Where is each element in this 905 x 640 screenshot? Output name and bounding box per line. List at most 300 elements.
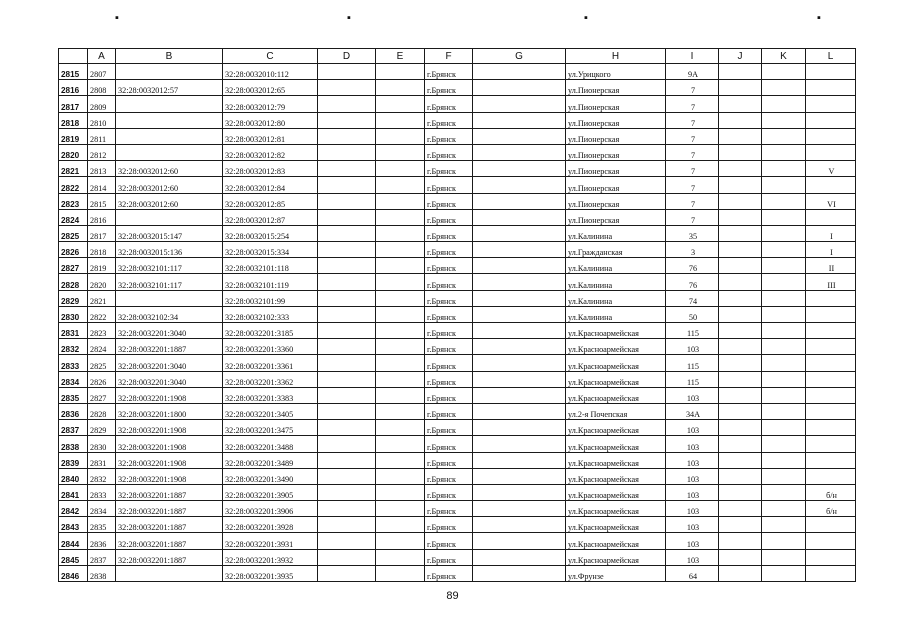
cell-j[interactable]	[719, 193, 762, 209]
cell-a[interactable]: 2822	[88, 306, 116, 322]
cell-b[interactable]: 32:28:0032201:1908	[116, 420, 223, 436]
cell-c[interactable]: 32:28:0032201:3405	[223, 403, 318, 419]
cell-h[interactable]: ул.Красноармейская	[566, 339, 666, 355]
cell-j[interactable]	[719, 144, 762, 160]
cell-c[interactable]: 32:28:0032201:3490	[223, 468, 318, 484]
cell-c[interactable]: 32:28:0032201:3906	[223, 501, 318, 517]
cell-e[interactable]	[376, 517, 425, 533]
cell-g[interactable]	[473, 533, 566, 549]
cell-e[interactable]	[376, 533, 425, 549]
cell-l[interactable]: III	[806, 274, 856, 290]
cell-b[interactable]: 32:28:0032012:57	[116, 80, 223, 96]
cell-b[interactable]: 32:28:0032201:3040	[116, 355, 223, 371]
cell-f[interactable]: г.Брянск	[425, 533, 473, 549]
cell-j[interactable]	[719, 290, 762, 306]
row-number[interactable]: 2826	[59, 242, 88, 258]
cell-h[interactable]: ул.Пионерская	[566, 112, 666, 128]
cell-g[interactable]	[473, 242, 566, 258]
cell-c[interactable]: 32:28:0032101:119	[223, 274, 318, 290]
cell-i[interactable]: 64	[666, 565, 719, 581]
cell-d[interactable]	[318, 387, 376, 403]
cell-d[interactable]	[318, 64, 376, 80]
cell-g[interactable]	[473, 403, 566, 419]
cell-e[interactable]	[376, 468, 425, 484]
cell-h[interactable]: ул.Красноармейская	[566, 323, 666, 339]
cell-l[interactable]: I	[806, 242, 856, 258]
cell-c[interactable]: 32:28:0032012:87	[223, 209, 318, 225]
cell-d[interactable]	[318, 323, 376, 339]
cell-l[interactable]	[806, 452, 856, 468]
cell-k[interactable]	[762, 323, 806, 339]
cell-f[interactable]: г.Брянск	[425, 420, 473, 436]
cell-d[interactable]	[318, 452, 376, 468]
column-header-f[interactable]: F	[425, 49, 473, 64]
cell-a[interactable]: 2835	[88, 517, 116, 533]
row-number[interactable]: 2830	[59, 306, 88, 322]
column-header-j[interactable]: J	[719, 49, 762, 64]
cell-g[interactable]	[473, 306, 566, 322]
cell-g[interactable]	[473, 339, 566, 355]
cell-k[interactable]	[762, 242, 806, 258]
cell-e[interactable]	[376, 565, 425, 581]
cell-i[interactable]: 115	[666, 355, 719, 371]
row-number[interactable]: 2822	[59, 177, 88, 193]
cell-b[interactable]	[116, 565, 223, 581]
cell-g[interactable]	[473, 420, 566, 436]
cell-k[interactable]	[762, 209, 806, 225]
cell-i[interactable]: 103	[666, 533, 719, 549]
cell-j[interactable]	[719, 403, 762, 419]
cell-d[interactable]	[318, 355, 376, 371]
row-number[interactable]: 2820	[59, 144, 88, 160]
cell-g[interactable]	[473, 209, 566, 225]
cell-i[interactable]: 7	[666, 96, 719, 112]
cell-b[interactable]	[116, 144, 223, 160]
cell-e[interactable]	[376, 193, 425, 209]
cell-k[interactable]	[762, 161, 806, 177]
cell-i[interactable]: 3	[666, 242, 719, 258]
cell-i[interactable]: 103	[666, 501, 719, 517]
cell-f[interactable]: г.Брянск	[425, 80, 473, 96]
cell-d[interactable]	[318, 290, 376, 306]
column-header-l[interactable]: L	[806, 49, 856, 64]
cell-h[interactable]: ул.Красноармейская	[566, 452, 666, 468]
cell-j[interactable]	[719, 339, 762, 355]
cell-f[interactable]: г.Брянск	[425, 323, 473, 339]
cell-g[interactable]	[473, 193, 566, 209]
cell-c[interactable]: 32:28:0032012:85	[223, 193, 318, 209]
cell-c[interactable]: 32:28:0032012:81	[223, 128, 318, 144]
cell-k[interactable]	[762, 517, 806, 533]
cell-i[interactable]: 103	[666, 517, 719, 533]
cell-f[interactable]: г.Брянск	[425, 355, 473, 371]
cell-c[interactable]: 32:28:0032015:334	[223, 242, 318, 258]
cell-j[interactable]	[719, 501, 762, 517]
cell-k[interactable]	[762, 112, 806, 128]
cell-h[interactable]: ул.Пионерская	[566, 161, 666, 177]
cell-b[interactable]: 32:28:0032015:147	[116, 225, 223, 241]
column-header-i[interactable]: I	[666, 49, 719, 64]
cell-j[interactable]	[719, 387, 762, 403]
cell-e[interactable]	[376, 274, 425, 290]
cell-e[interactable]	[376, 549, 425, 565]
cell-g[interactable]	[473, 128, 566, 144]
cell-j[interactable]	[719, 371, 762, 387]
cell-f[interactable]: г.Брянск	[425, 452, 473, 468]
cell-k[interactable]	[762, 274, 806, 290]
cell-j[interactable]	[719, 517, 762, 533]
cell-h[interactable]: ул.Пионерская	[566, 128, 666, 144]
cell-l[interactable]	[806, 436, 856, 452]
cell-g[interactable]	[473, 80, 566, 96]
cell-i[interactable]: 50	[666, 306, 719, 322]
cell-a[interactable]: 2809	[88, 96, 116, 112]
column-header-b[interactable]: B	[116, 49, 223, 64]
cell-i[interactable]: 7	[666, 177, 719, 193]
cell-f[interactable]: г.Брянск	[425, 225, 473, 241]
row-number[interactable]: 2823	[59, 193, 88, 209]
cell-c[interactable]: 32:28:0032015:254	[223, 225, 318, 241]
cell-d[interactable]	[318, 258, 376, 274]
cell-l[interactable]	[806, 549, 856, 565]
cell-j[interactable]	[719, 355, 762, 371]
cell-c[interactable]: 32:28:0032012:80	[223, 112, 318, 128]
cell-e[interactable]	[376, 452, 425, 468]
cell-j[interactable]	[719, 323, 762, 339]
cell-h[interactable]: ул.Урицкого	[566, 64, 666, 80]
cell-i[interactable]: 7	[666, 144, 719, 160]
cell-e[interactable]	[376, 323, 425, 339]
cell-i[interactable]: 34А	[666, 403, 719, 419]
cell-j[interactable]	[719, 274, 762, 290]
cell-h[interactable]: ул.Калинина	[566, 258, 666, 274]
cell-b[interactable]: 32:28:0032201:1887	[116, 501, 223, 517]
cell-f[interactable]: г.Брянск	[425, 96, 473, 112]
cell-f[interactable]: г.Брянск	[425, 484, 473, 500]
cell-d[interactable]	[318, 339, 376, 355]
cell-l[interactable]	[806, 306, 856, 322]
cell-d[interactable]	[318, 112, 376, 128]
cell-c[interactable]: 32:28:0032012:79	[223, 96, 318, 112]
cell-b[interactable]: 32:28:0032201:1908	[116, 436, 223, 452]
cell-b[interactable]	[116, 112, 223, 128]
cell-h[interactable]: ул.Красноармейская	[566, 420, 666, 436]
cell-g[interactable]	[473, 387, 566, 403]
cell-e[interactable]	[376, 371, 425, 387]
cell-h[interactable]: ул.Пионерская	[566, 177, 666, 193]
cell-i[interactable]: 76	[666, 274, 719, 290]
cell-c[interactable]: 32:28:0032201:3489	[223, 452, 318, 468]
column-header-d[interactable]: D	[318, 49, 376, 64]
row-number[interactable]: 2843	[59, 517, 88, 533]
cell-k[interactable]	[762, 64, 806, 80]
row-number[interactable]: 2839	[59, 452, 88, 468]
cell-h[interactable]: ул.Пионерская	[566, 96, 666, 112]
cell-f[interactable]: г.Брянск	[425, 306, 473, 322]
cell-b[interactable]: 32:28:0032201:1800	[116, 403, 223, 419]
cell-f[interactable]: г.Брянск	[425, 64, 473, 80]
cell-c[interactable]: 32:28:0032201:3360	[223, 339, 318, 355]
cell-d[interactable]	[318, 177, 376, 193]
cell-e[interactable]	[376, 96, 425, 112]
cell-h[interactable]: ул.Гражданская	[566, 242, 666, 258]
cell-k[interactable]	[762, 387, 806, 403]
cell-d[interactable]	[318, 144, 376, 160]
cell-g[interactable]	[473, 144, 566, 160]
cell-e[interactable]	[376, 161, 425, 177]
cell-c[interactable]: 32:28:0032012:82	[223, 144, 318, 160]
cell-l[interactable]	[806, 517, 856, 533]
cell-d[interactable]	[318, 96, 376, 112]
cell-e[interactable]	[376, 420, 425, 436]
cell-f[interactable]: г.Брянск	[425, 209, 473, 225]
cell-j[interactable]	[719, 533, 762, 549]
cell-c[interactable]: 32:28:0032201:3488	[223, 436, 318, 452]
cell-j[interactable]	[719, 225, 762, 241]
cell-i[interactable]: 103	[666, 420, 719, 436]
cell-h[interactable]: ул.Пионерская	[566, 193, 666, 209]
cell-k[interactable]	[762, 96, 806, 112]
cell-h[interactable]: ул.Красноармейская	[566, 387, 666, 403]
row-number[interactable]: 2832	[59, 339, 88, 355]
cell-d[interactable]	[318, 501, 376, 517]
cell-c[interactable]: 32:28:0032201:3932	[223, 549, 318, 565]
cell-b[interactable]	[116, 290, 223, 306]
cell-l[interactable]	[806, 355, 856, 371]
cell-f[interactable]: г.Брянск	[425, 436, 473, 452]
cell-b[interactable]	[116, 128, 223, 144]
cell-d[interactable]	[318, 565, 376, 581]
cell-k[interactable]	[762, 193, 806, 209]
cell-k[interactable]	[762, 436, 806, 452]
cell-c[interactable]: 32:28:0032201:3185	[223, 323, 318, 339]
cell-b[interactable]: 32:28:0032201:1887	[116, 339, 223, 355]
cell-g[interactable]	[473, 468, 566, 484]
cell-i[interactable]: 103	[666, 468, 719, 484]
cell-i[interactable]: 103	[666, 436, 719, 452]
row-number[interactable]: 2837	[59, 420, 88, 436]
row-number[interactable]: 2842	[59, 501, 88, 517]
cell-g[interactable]	[473, 484, 566, 500]
cell-d[interactable]	[318, 517, 376, 533]
cell-d[interactable]	[318, 420, 376, 436]
cell-b[interactable]: 32:28:0032201:1887	[116, 533, 223, 549]
cell-f[interactable]: г.Брянск	[425, 517, 473, 533]
column-header-e[interactable]: E	[376, 49, 425, 64]
cell-i[interactable]: 7	[666, 193, 719, 209]
cell-b[interactable]: 32:28:0032015:136	[116, 242, 223, 258]
cell-f[interactable]: г.Брянск	[425, 258, 473, 274]
cell-l[interactable]	[806, 80, 856, 96]
cell-a[interactable]: 2807	[88, 64, 116, 80]
cell-j[interactable]	[719, 128, 762, 144]
cell-b[interactable]: 32:28:0032012:60	[116, 193, 223, 209]
cell-j[interactable]	[719, 161, 762, 177]
cell-k[interactable]	[762, 501, 806, 517]
cell-i[interactable]: 103	[666, 549, 719, 565]
cell-a[interactable]: 2833	[88, 484, 116, 500]
cell-i[interactable]: 103	[666, 452, 719, 468]
cell-l[interactable]	[806, 339, 856, 355]
cell-g[interactable]	[473, 177, 566, 193]
row-number[interactable]: 2817	[59, 96, 88, 112]
row-number[interactable]: 2827	[59, 258, 88, 274]
cell-i[interactable]: 35	[666, 225, 719, 241]
cell-j[interactable]	[719, 112, 762, 128]
cell-l[interactable]	[806, 565, 856, 581]
row-number[interactable]: 2838	[59, 436, 88, 452]
cell-e[interactable]	[376, 290, 425, 306]
cell-a[interactable]: 2821	[88, 290, 116, 306]
cell-j[interactable]	[719, 258, 762, 274]
cell-g[interactable]	[473, 96, 566, 112]
cell-f[interactable]: г.Брянск	[425, 193, 473, 209]
cell-g[interactable]	[473, 64, 566, 80]
cell-e[interactable]	[376, 403, 425, 419]
cell-e[interactable]	[376, 258, 425, 274]
cell-i[interactable]: 76	[666, 258, 719, 274]
cell-a[interactable]: 2816	[88, 209, 116, 225]
cell-h[interactable]: ул.Калинина	[566, 306, 666, 322]
cell-j[interactable]	[719, 242, 762, 258]
cell-a[interactable]: 2828	[88, 403, 116, 419]
cell-l[interactable]: II	[806, 258, 856, 274]
row-number[interactable]: 2825	[59, 225, 88, 241]
row-number[interactable]: 2829	[59, 290, 88, 306]
cell-l[interactable]	[806, 387, 856, 403]
cell-a[interactable]: 2815	[88, 193, 116, 209]
cell-l[interactable]	[806, 420, 856, 436]
cell-a[interactable]: 2837	[88, 549, 116, 565]
cell-e[interactable]	[376, 209, 425, 225]
row-number[interactable]: 2845	[59, 549, 88, 565]
cell-j[interactable]	[719, 436, 762, 452]
cell-l[interactable]: VI	[806, 193, 856, 209]
cell-c[interactable]: 32:28:0032102:333	[223, 306, 318, 322]
cell-a[interactable]: 2829	[88, 420, 116, 436]
cell-g[interactable]	[473, 549, 566, 565]
cell-l[interactable]	[806, 323, 856, 339]
row-number[interactable]: 2836	[59, 403, 88, 419]
cell-f[interactable]: г.Брянск	[425, 128, 473, 144]
cell-d[interactable]	[318, 128, 376, 144]
cell-d[interactable]	[318, 468, 376, 484]
cell-l[interactable]	[806, 96, 856, 112]
cell-l[interactable]: б/н	[806, 501, 856, 517]
cell-h[interactable]: ул.Пионерская	[566, 80, 666, 96]
cell-a[interactable]: 2819	[88, 258, 116, 274]
cell-j[interactable]	[719, 484, 762, 500]
cell-l[interactable]: I	[806, 225, 856, 241]
row-number[interactable]: 2824	[59, 209, 88, 225]
row-number[interactable]: 2818	[59, 112, 88, 128]
cell-k[interactable]	[762, 468, 806, 484]
cell-h[interactable]: ул.Красноармейская	[566, 468, 666, 484]
cell-a[interactable]: 2827	[88, 387, 116, 403]
row-number[interactable]: 2835	[59, 387, 88, 403]
cell-a[interactable]: 2824	[88, 339, 116, 355]
cell-h[interactable]: ул.Пионерская	[566, 209, 666, 225]
cell-g[interactable]	[473, 274, 566, 290]
cell-g[interactable]	[473, 355, 566, 371]
cell-l[interactable]: V	[806, 161, 856, 177]
cell-g[interactable]	[473, 501, 566, 517]
cell-j[interactable]	[719, 420, 762, 436]
cell-a[interactable]: 2818	[88, 242, 116, 258]
cell-b[interactable]: 32:28:0032201:1887	[116, 517, 223, 533]
cell-a[interactable]: 2825	[88, 355, 116, 371]
cell-h[interactable]: ул.Красноармейская	[566, 484, 666, 500]
cell-e[interactable]	[376, 128, 425, 144]
cell-c[interactable]: 32:28:0032201:3905	[223, 484, 318, 500]
cell-d[interactable]	[318, 533, 376, 549]
cell-e[interactable]	[376, 436, 425, 452]
cell-k[interactable]	[762, 144, 806, 160]
cell-l[interactable]	[806, 468, 856, 484]
cell-k[interactable]	[762, 549, 806, 565]
cell-g[interactable]	[473, 258, 566, 274]
cell-k[interactable]	[762, 452, 806, 468]
row-number[interactable]: 2815	[59, 64, 88, 80]
cell-i[interactable]: 7	[666, 128, 719, 144]
cell-l[interactable]	[806, 177, 856, 193]
cell-a[interactable]: 2834	[88, 501, 116, 517]
cell-f[interactable]: г.Брянск	[425, 468, 473, 484]
cell-g[interactable]	[473, 436, 566, 452]
cell-c[interactable]: 32:28:0032101:118	[223, 258, 318, 274]
cell-a[interactable]: 2810	[88, 112, 116, 128]
cell-k[interactable]	[762, 339, 806, 355]
cell-c[interactable]: 32:28:0032201:3362	[223, 371, 318, 387]
cell-e[interactable]	[376, 501, 425, 517]
cell-h[interactable]: ул.Красноармейская	[566, 549, 666, 565]
cell-b[interactable]: 32:28:0032201:1908	[116, 468, 223, 484]
cell-e[interactable]	[376, 144, 425, 160]
cell-f[interactable]: г.Брянск	[425, 242, 473, 258]
cell-c[interactable]: 32:28:0032201:3383	[223, 387, 318, 403]
row-number[interactable]: 2834	[59, 371, 88, 387]
cell-c[interactable]: 32:28:0032010:112	[223, 64, 318, 80]
cell-d[interactable]	[318, 209, 376, 225]
row-number[interactable]: 2819	[59, 128, 88, 144]
cell-e[interactable]	[376, 112, 425, 128]
cell-k[interactable]	[762, 177, 806, 193]
cell-j[interactable]	[719, 565, 762, 581]
cell-i[interactable]: 103	[666, 387, 719, 403]
cell-a[interactable]: 2838	[88, 565, 116, 581]
cell-f[interactable]: г.Брянск	[425, 549, 473, 565]
cell-a[interactable]: 2830	[88, 436, 116, 452]
cell-g[interactable]	[473, 565, 566, 581]
cell-l[interactable]	[806, 371, 856, 387]
cell-e[interactable]	[376, 306, 425, 322]
row-number[interactable]: 2816	[59, 80, 88, 96]
cell-b[interactable]: 32:28:0032201:1908	[116, 387, 223, 403]
cell-d[interactable]	[318, 274, 376, 290]
cell-a[interactable]: 2823	[88, 323, 116, 339]
cell-a[interactable]: 2813	[88, 161, 116, 177]
cell-b[interactable]: 32:28:0032101:117	[116, 274, 223, 290]
row-number[interactable]: 2821	[59, 161, 88, 177]
cell-h[interactable]: ул.Калинина	[566, 290, 666, 306]
cell-e[interactable]	[376, 64, 425, 80]
cell-i[interactable]: 7	[666, 161, 719, 177]
cell-l[interactable]	[806, 533, 856, 549]
cell-h[interactable]: ул.Калинина	[566, 274, 666, 290]
cell-i[interactable]: 7	[666, 80, 719, 96]
cell-l[interactable]	[806, 64, 856, 80]
column-header-h[interactable]: H	[566, 49, 666, 64]
